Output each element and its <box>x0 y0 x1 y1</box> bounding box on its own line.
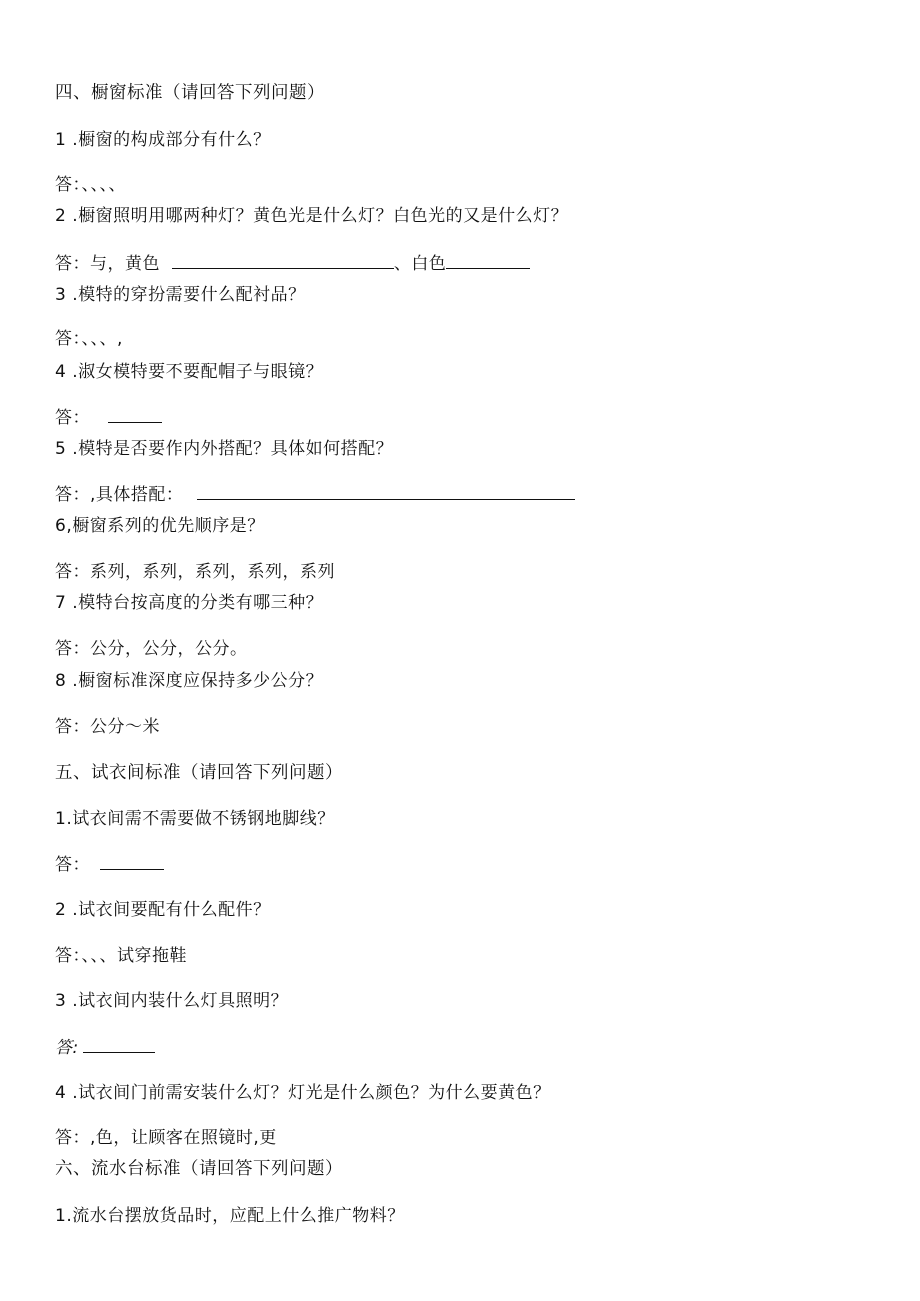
s4-answer-2-mid: 、白色 <box>393 254 447 274</box>
answer-blank <box>100 853 164 870</box>
s4-answer-2 <box>55 252 530 275</box>
s4-answer-4 <box>55 406 162 429</box>
s4-answer-5 <box>55 483 575 506</box>
section-6-title: 六、流水台标准（请回答下列问题） <box>55 1159 343 1179</box>
s5-answer-3-label: 答: <box>55 1038 79 1058</box>
s5-answer-3 <box>55 1036 155 1059</box>
s4-question-8: 8 .橱窗标准深度应保持多少公分？ <box>55 671 324 691</box>
s5-question-4: 4 .试衣间门前需安装什么灯？灯光是什么颜色？为什么要黄色？ <box>55 1083 551 1103</box>
s4-question-7: 7 .模特台按高度的分类有哪三种？ <box>55 593 324 613</box>
s5-question-3: 3 .试衣间内装什么灯具照明？ <box>55 991 289 1011</box>
answer-blank <box>172 252 394 269</box>
s4-question-3: 3 .模特的穿扮需要什么配衬品？ <box>55 285 306 305</box>
section-4-title: 四、橱窗标准（请回答下列问题） <box>55 83 325 103</box>
s5-question-2: 2 .试衣间要配有什么配件？ <box>55 900 271 920</box>
s4-question-6: 6,橱窗系列的优先顺序是？ <box>55 516 265 536</box>
s5-question-1: 1.试衣间需不需要做不锈钢地脚线？ <box>55 809 335 829</box>
answer-blank <box>108 406 162 423</box>
s4-answer-7: 答：公分，公分，公分。 <box>55 639 248 659</box>
s4-answer-8: 答：公分～米 <box>55 717 160 737</box>
s5-answer-4: 答：,色，让顾客在照镜时,更 <box>55 1128 277 1148</box>
s5-answer-1-label: 答： <box>55 855 90 875</box>
s4-answer-5-label: 答：,具体搭配： <box>55 485 184 505</box>
s4-question-5: 5 .模特是否要作内外搭配？具体如何搭配？ <box>55 439 394 459</box>
s4-question-4: 4 .淑女模特要不要配帽子与眼镜？ <box>55 362 324 382</box>
s4-question-1: 1 .橱窗的构成部分有什么？ <box>55 130 271 150</box>
answer-blank <box>197 483 575 500</box>
answer-blank <box>83 1036 155 1053</box>
s4-answer-2-prefix: 答：与，黄色 <box>55 254 160 274</box>
s4-question-2: 2 .橱窗照明用哪两种灯？黄色光是什么灯？白色光的又是什么灯？ <box>55 206 569 226</box>
s5-answer-2: 答：、、、试穿拖鞋 <box>55 946 187 966</box>
s4-answer-3: 答：、、、, <box>55 329 123 349</box>
s4-answer-1: 答：、、、、 <box>55 175 126 195</box>
s6-question-1: 1.流水台摆放货品时，应配上什么推广物料？ <box>55 1206 405 1226</box>
s4-answer-6: 答：系列，系列，系列，系列，系列 <box>55 562 335 582</box>
answer-blank <box>446 252 530 269</box>
s5-answer-1 <box>55 853 164 876</box>
s4-answer-4-label: 答： <box>55 408 90 428</box>
section-5-title: 五、试衣间标准（请回答下列问题） <box>55 763 343 783</box>
